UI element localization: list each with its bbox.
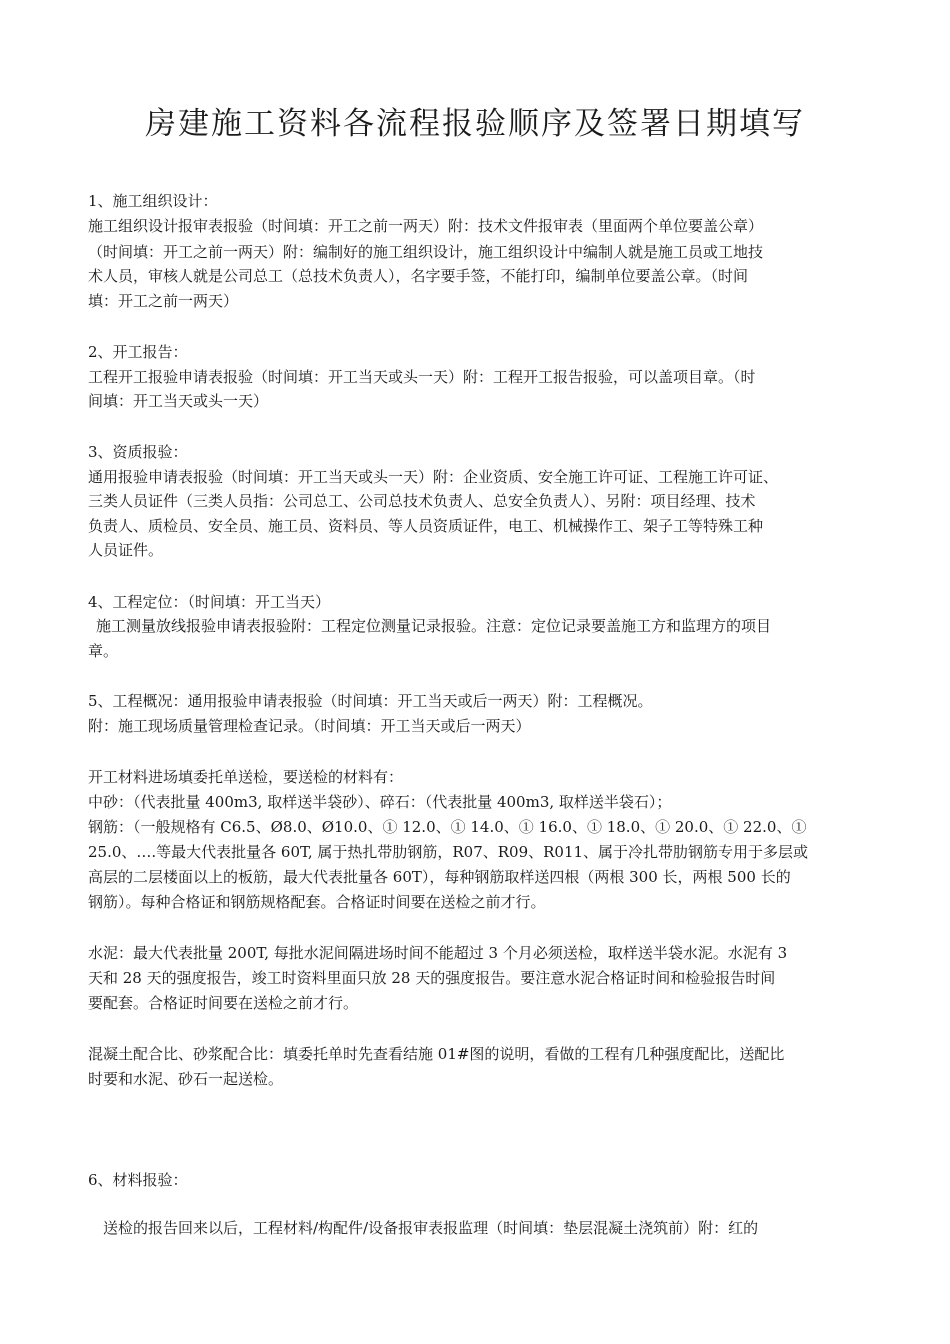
paragraph-line: （时间填：开工之前一两天）附：编制好的施工组织设计，施工组织设计中编制人就是施工员或工地技 xyxy=(88,243,764,261)
paragraph-line: 时要和水泥、砂石一起送检。 xyxy=(88,1070,284,1088)
paragraph-line: 负责人、质检员、安全员、施工员、资料员、等人员资质证件，电工、机械操作工、架子工等特殊工种 xyxy=(88,517,764,535)
paragraph-line: 高层的二层楼面以上的板筋，最大代表批量各 60T），每种钢筋取样送四根（两根 300 长，两根 500 长的 xyxy=(88,868,791,886)
paragraph-line: 工程开工报验申请表报验（时间填：开工当天或头一天）附：工程开工报告报验，可以盖项目章。（时 xyxy=(88,368,756,386)
paragraph-line: 术人员，审核人就是公司总工（总技术负责人），名字要手签，不能打印，编制单位要盖公章。（时间 xyxy=(88,267,749,285)
paragraph-line: 通用报验申请表报验（时间填：开工当天或头一天）附：企业资质、安全施工许可证、工程施工许可证、 xyxy=(88,468,779,486)
paragraph-line: 章。 xyxy=(88,642,119,660)
section-1-heading: 1、施工组织设计： xyxy=(88,192,218,210)
section-4-heading: 4、工程定位：（时间填：开工当天） xyxy=(88,593,331,611)
paragraph-line: 开工材料进场填委托单送检，要送检的材料有： xyxy=(88,768,404,786)
section-6-heading: 6、材料报验： xyxy=(88,1171,188,1189)
paragraph-line: 中砂：（代表批量 400m3, 取样送半袋砂）、碎石：（代表批量 400m3, 取样送半袋石）； xyxy=(88,793,672,811)
paragraph-line: 填：开工之前一两天） xyxy=(88,292,239,310)
paragraph-line: 要配套。合格证时间要在送检之前才行。 xyxy=(88,994,359,1012)
paragraph-line: 天和 28 天的强度报告，竣工时资料里面只放 28 天的强度报告。要注意水泥合格证时间和检验报告时间 xyxy=(88,969,776,987)
paragraph-line: 三类人员证件（三类人员指：公司总工、公司总技术负责人、总安全负责人）、另附：项目经理、技术 xyxy=(88,492,756,510)
paragraph-line: 水泥：最大代表批量 200T, 每批水泥间隔进场时间不能超过 3 个月必须送检，取样送半袋水泥。水泥有 3 xyxy=(88,944,788,962)
section-3-heading: 3、资质报验： xyxy=(88,443,188,461)
paragraph-line: 间填：开工当天或头一天） xyxy=(88,392,269,410)
paragraph-line: 25.0、….等最大代表批量各 60T, 属于热扎带肋钢筋，R07、R09、R011、属于冷扎带肋钢筋专用于多层或 xyxy=(88,843,809,861)
section-2-heading: 2、开工报告： xyxy=(88,343,188,361)
paragraph-line: 混凝土配合比、砂浆配合比：填委托单时先查看结施 01#图的说明，看做的工程有几种强度配比，送配比 xyxy=(88,1045,785,1063)
paragraph-line: 人员证件。 xyxy=(88,541,164,559)
paragraph-line: 施工测量放线报验申请表报验附：工程定位测量记录报验。注意：定位记录要盖施工方和监理方的项目 xyxy=(96,617,772,635)
section-5-heading: 5、工程概况：通用报验申请表报验（时间填：开工当天或后一两天）附：工程概况。 xyxy=(88,692,653,710)
paragraph-line: 钢筋）。每种合格证和钢筋规格配套。合格证时间要在送检之前才行。 xyxy=(88,893,546,911)
paragraph-line: 钢筋：（一般规格有 C6.5、Ø8.0、Ø10.0、① 12.0、① 14.0、① 16.0、① 18.0、① 20.0、① 22.0、① xyxy=(88,818,807,836)
paragraph-line: 施工组织设计报审表报验（时间填：开工之前一两天）附：技术文件报审表（里面两个单位要盖公章） xyxy=(88,217,764,235)
document-title: 房建施工资料各流程报验顺序及签署日期填写 xyxy=(145,106,805,142)
paragraph-line: 附：施工现场质量管理检查记录。（时间填：开工当天或后一两天） xyxy=(88,717,531,735)
paragraph-line: 送检的报告回来以后，工程材料/构配件/设备报审表报监理（时间填：垫层混凝土浇筑前）附：红的 xyxy=(103,1219,759,1237)
